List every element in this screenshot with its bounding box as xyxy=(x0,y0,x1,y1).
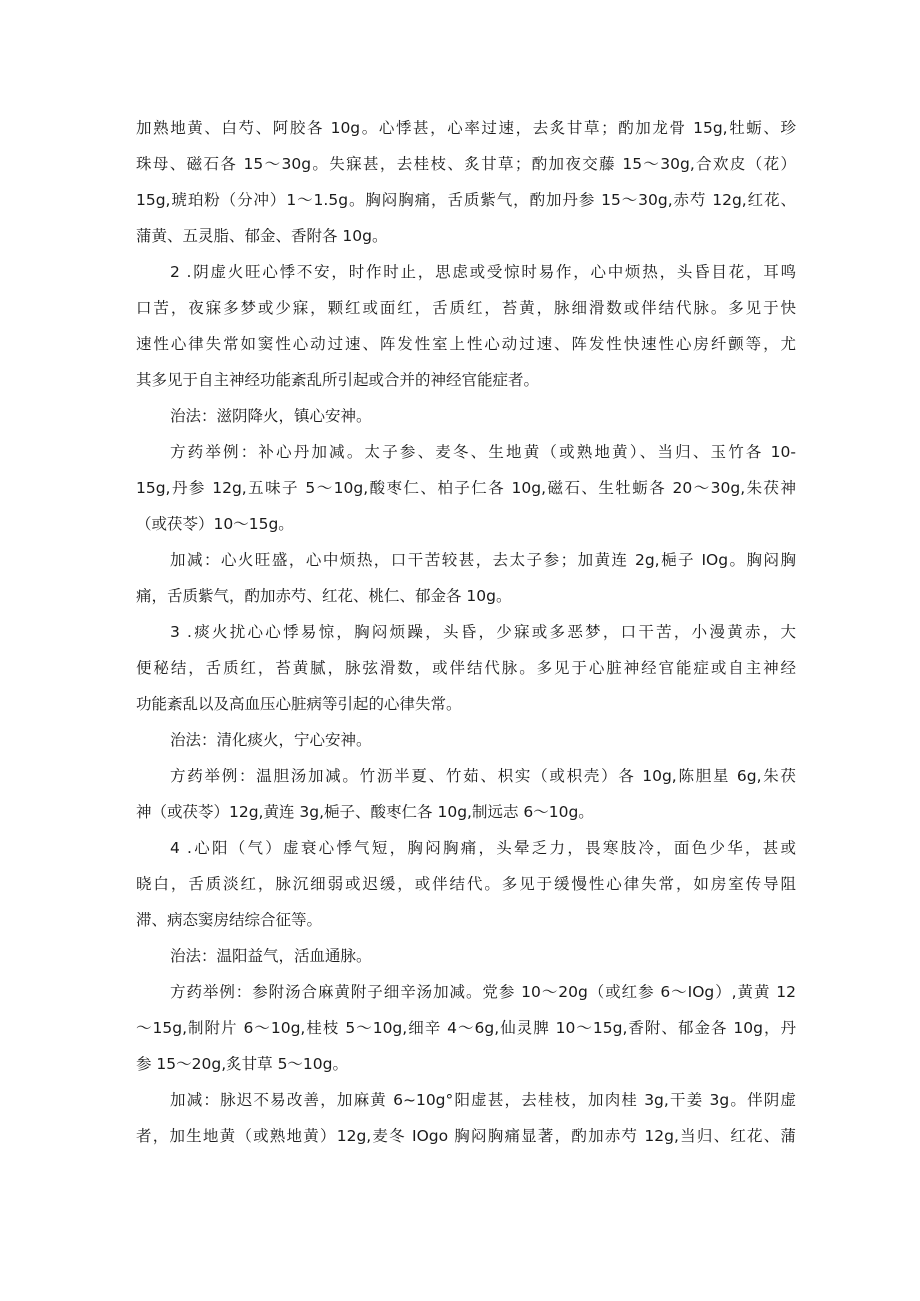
text-line: 治法：清化痰火，宁心安神。 xyxy=(170,731,372,749)
text-line: 滞、病态窦房结综合征等。 xyxy=(136,911,323,929)
text-line: 3 .痰火扰心心悸易惊，胸闷烦躁，头昏，少寐或多恶梦，口干苦，小漫黄赤，大 xyxy=(170,623,796,641)
text-line: 方药举例：温胆汤加减。竹沥半夏、竹茹、枳实（或枳壳）各 10g,陈胆星 6g,朱茯 xyxy=(170,767,796,785)
text-line: 2 .阴虚火旺心悸不安，时作时止，思虑或受惊时易作，心中烦热，头昏目花，耳鸣 xyxy=(170,263,796,281)
text-line: 其多见于自主神经功能紊乱所引起或合并的神经官能症者。 xyxy=(136,371,540,389)
document-page xyxy=(136,110,796,1154)
text-line: 4 .心阳（气）虚衰心悸气短，胸闷胸痛，头晕乏力，畏寒肢冷，面色少华，甚或 xyxy=(170,839,796,857)
paragraph xyxy=(136,254,796,398)
text-line: 方药举例：参附汤合麻黄附子细辛汤加减。党参 10～20g（或红参 6～IOg）,黄黄 12 xyxy=(170,983,796,1001)
text-line: 蒲黄、五灵脂、郁金、香附各 10g。 xyxy=(136,227,388,245)
text-line: 15g,丹参 12g,五味子 5～10g,酸枣仁、柏子仁各 10g,磁石、生牡蛎各 20～30g,朱茯神 xyxy=(136,479,796,497)
text-line: 15g,琥珀粉（分冲）1～1.5g。胸闷胸痛，舌质紫气，酌加丹参 15～30g,赤芍 12g,红花、 xyxy=(136,191,796,209)
paragraph xyxy=(136,398,796,434)
paragraph xyxy=(136,614,796,722)
text-line: 晓白，舌质淡红，脉沉细弱或迟缓，或伴结代。多见于缓慢性心律失常，如房室传导阻 xyxy=(136,875,796,893)
paragraph xyxy=(136,542,796,614)
text-line: 功能紊乱以及高血压心脏病等引起的心律失常。 xyxy=(136,695,462,713)
text-line: 加熟地黄、白芍、阿胶各 10g。心悸甚，心率过速，去炙甘草；酌加龙骨 15g,牡蛎、珍 xyxy=(136,119,796,137)
paragraph xyxy=(136,1082,796,1154)
paragraph xyxy=(136,974,796,1082)
paragraph xyxy=(136,830,796,938)
paragraph xyxy=(136,434,796,542)
text-line: 参 15～20g,炙甘草 5～10g。 xyxy=(136,1055,348,1073)
paragraph xyxy=(136,722,796,758)
text-line: （或茯苓）10～15g。 xyxy=(136,515,294,533)
paragraph xyxy=(136,938,796,974)
text-line: 方药举例：补心丹加减。太子参、麦冬、生地黄（或熟地黄）、当归、玉竹各 10- xyxy=(170,443,796,461)
text-line: 痛，舌质紫气，酌加赤芍、红花、桃仁、郁金各 10g。 xyxy=(136,587,512,605)
text-line: 口苦，夜寐多梦或少寐，颗红或面红，舌质红，苔黄，脉细滑数或伴结代脉。多见于快 xyxy=(136,299,796,317)
text-line: 治法：滋阴降火，镇心安神。 xyxy=(170,407,372,425)
text-line: 治法：温阳益气，活血通脉。 xyxy=(170,947,372,965)
text-line: 珠母、磁石各 15～30g。失寐甚，去桂枝、炙甘草；酌加夜交藤 15～30g,合欢皮（花） xyxy=(136,155,796,173)
text-line: ～15g,制附片 6～10g,桂枝 5～10g,细辛 4～6g,仙灵脾 10～15g,香附、郁金各 10g，丹 xyxy=(136,1019,796,1037)
text-line: 者，加生地黄（或熟地黄）12g,麦冬 IOgo 胸闷胸痛显著，酌加赤芍 12g,当归、红花、蒲 xyxy=(136,1127,796,1145)
text-line: 速性心律失常如窦性心动过速、阵发性室上性心动过速、阵发性快速性心房纤颤等，尤 xyxy=(136,335,796,353)
paragraph xyxy=(136,110,796,254)
text-line: 加减：心火旺盛，心中烦热，口干苦较甚，去太子参；加黄连 2g,梔子 IOg。胸闷胸 xyxy=(170,551,796,569)
text-line: 加减：脉迟不易改善，加麻黄 6~10g°阳虚甚，去桂枝，加肉桂 3g,干姜 3g。伴阴虚 xyxy=(170,1091,796,1109)
text-line: 神（或茯苓）12g,黄连 3g,梔子、酸枣仁各 10g,制远志 6～10g。 xyxy=(136,803,594,821)
paragraph xyxy=(136,758,796,830)
text-line: 便秘结，舌质红，苔黄腻，脉弦滑数，或伴结代脉。多见于心脏神经官能症或自主神经 xyxy=(136,659,796,677)
